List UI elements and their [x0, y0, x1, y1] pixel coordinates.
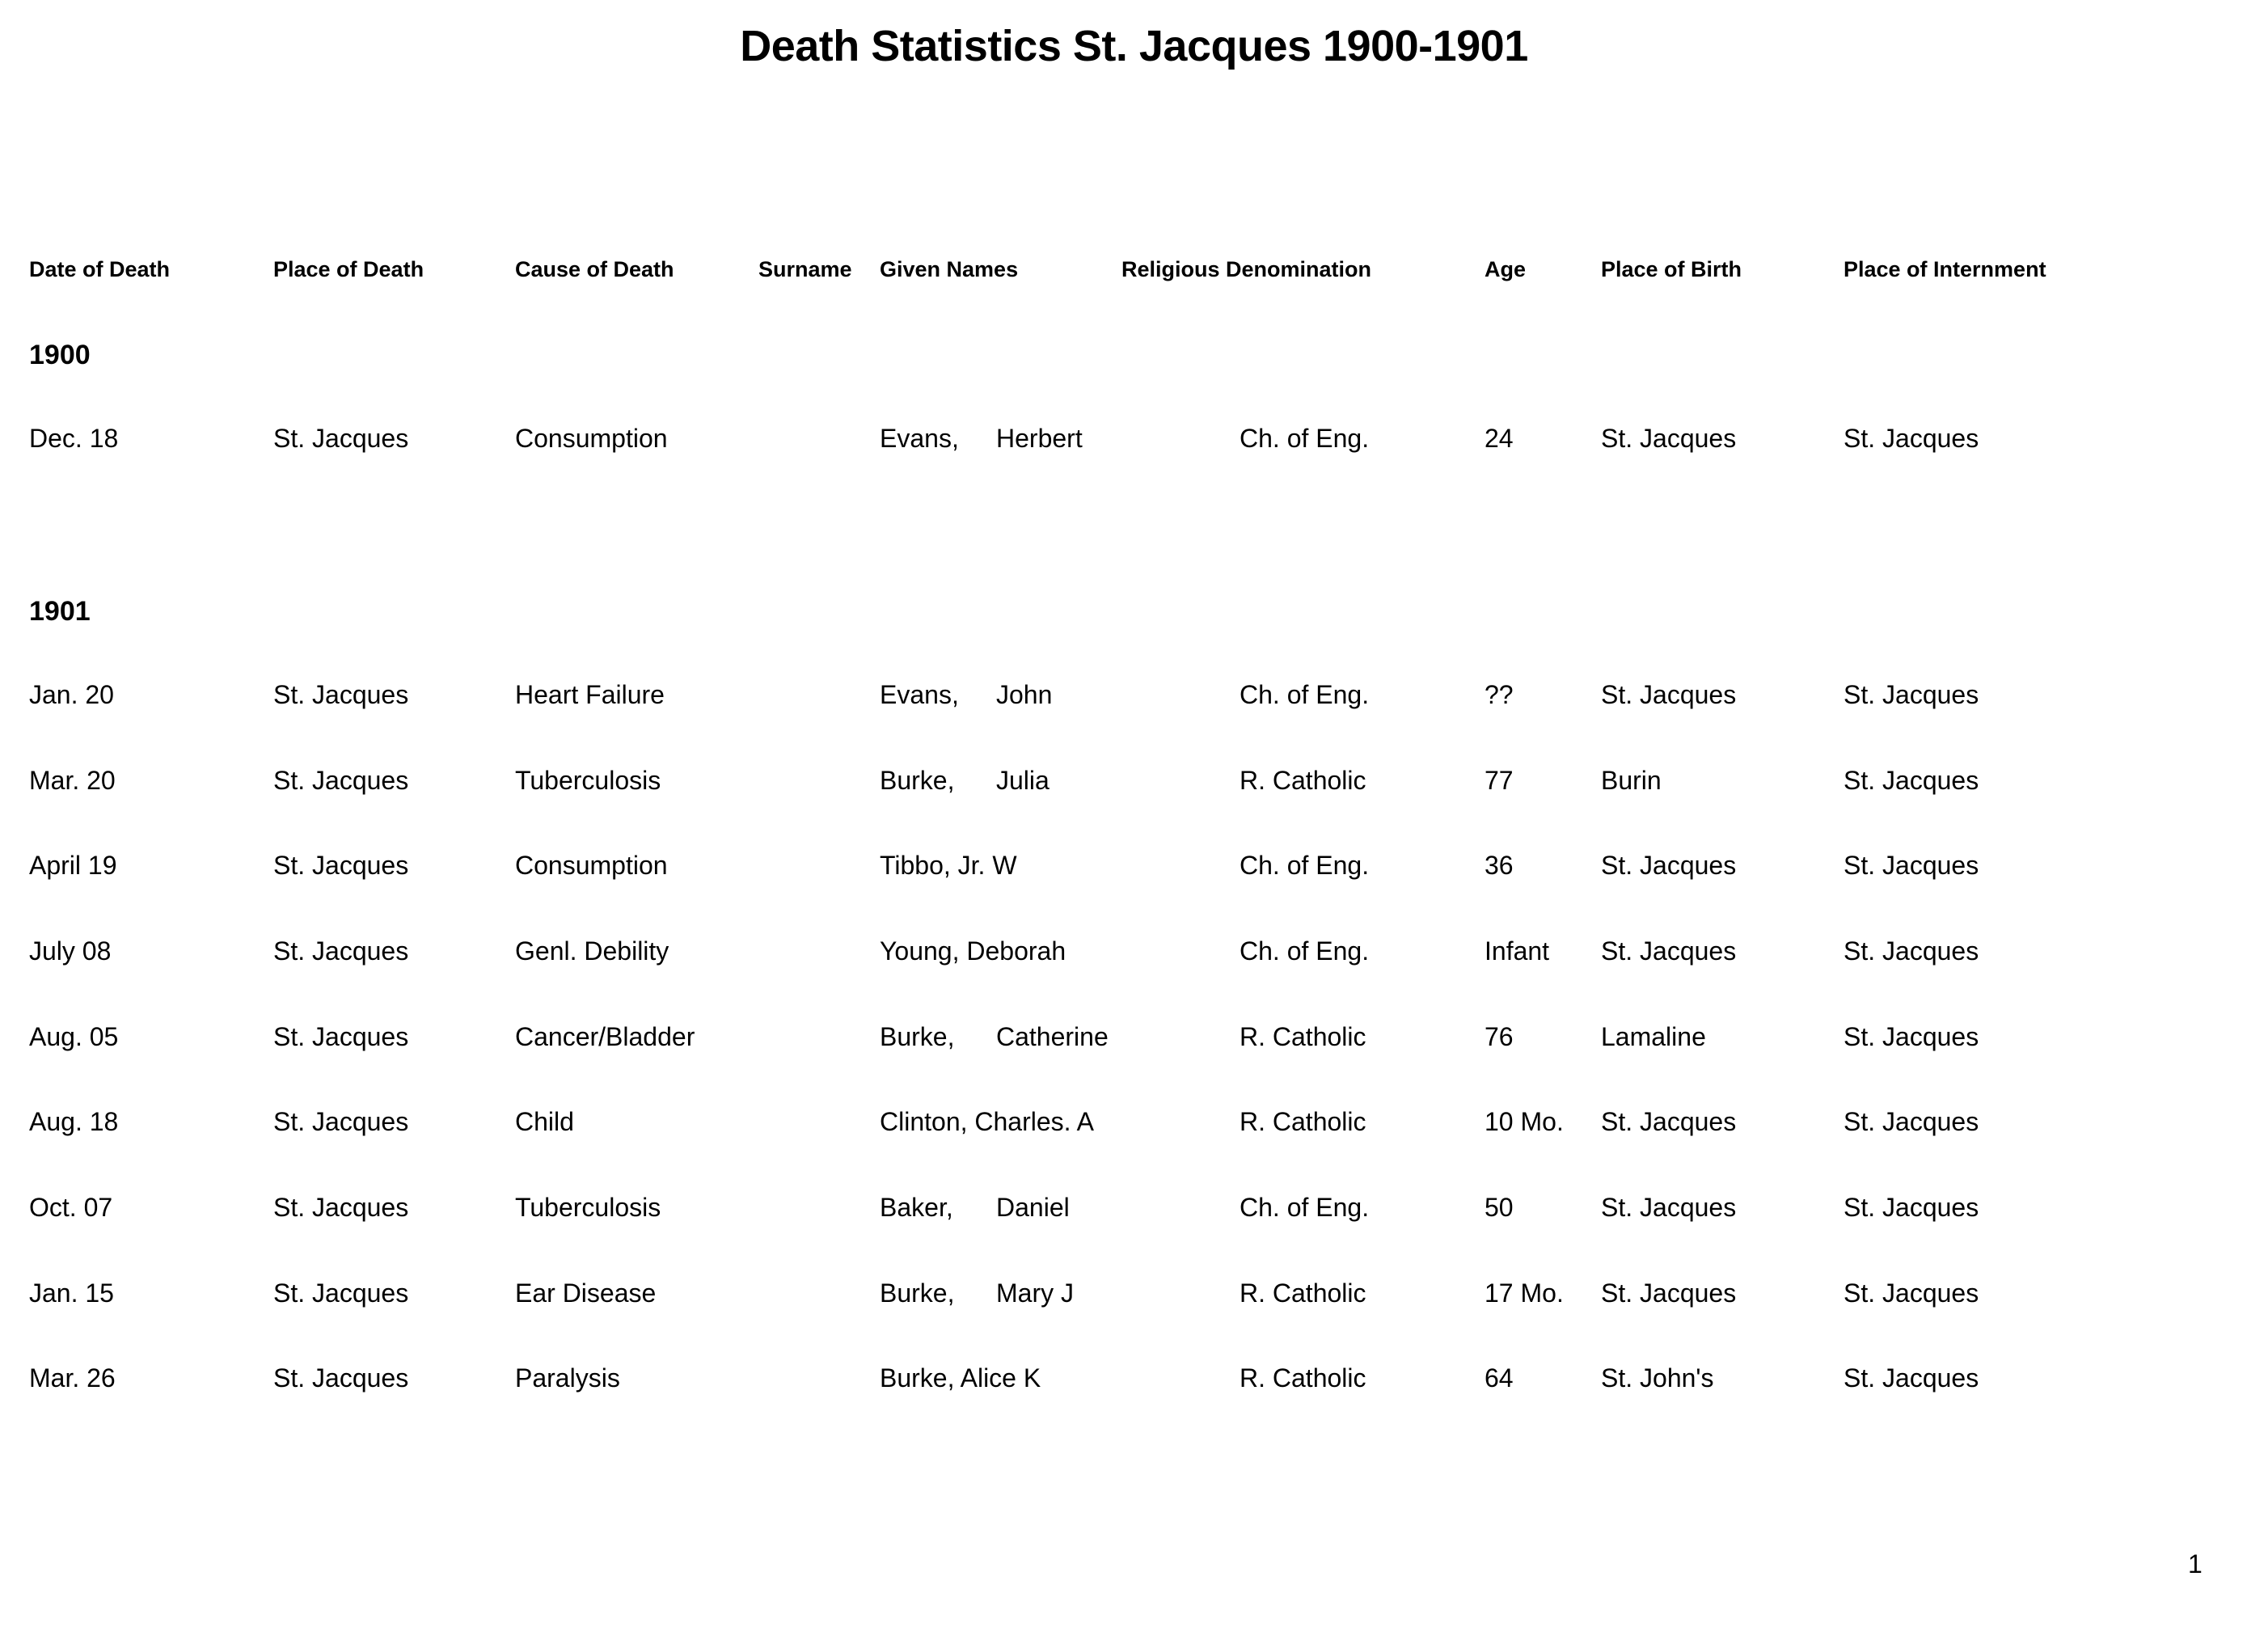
header-cause-of-death: Cause of Death	[515, 257, 674, 281]
cell-surname: Evans,	[880, 424, 959, 453]
cell-given-names: Herbert	[996, 424, 1083, 453]
table-row	[0, 766, 2268, 803]
cell-place-of-birth: St. Jacques	[1601, 680, 1737, 709]
cell-place-of-death: St. Jacques	[273, 766, 409, 795]
cell-date-of-death: Dec. 18	[29, 424, 119, 453]
cell-given-names: Julia	[996, 766, 1050, 795]
table-row	[0, 680, 2268, 717]
cell-surname: Burke,	[880, 766, 955, 795]
cell-place-of-death: St. Jacques	[273, 1022, 409, 1051]
cell-religious-denomination: R. Catholic	[1240, 1022, 1366, 1051]
cell-cause-of-death: Consumption	[515, 851, 668, 880]
cell-cause-of-death: Cancer/Bladder	[515, 1022, 695, 1051]
cell-place-of-birth: St. Jacques	[1601, 1278, 1737, 1308]
cell-age: 36	[1485, 851, 1514, 880]
cell-place-of-birth: Burin	[1601, 766, 1662, 795]
cell-religious-denomination: Ch. of Eng.	[1240, 851, 1370, 880]
cell-given-names: Catherine	[996, 1022, 1109, 1051]
cell-place-of-birth: St. Jacques	[1601, 424, 1737, 453]
cell-cause-of-death: Tuberculosis	[515, 1193, 661, 1222]
header-age: Age	[1485, 257, 1527, 281]
table-row	[0, 851, 2268, 888]
cell-given-names: John	[996, 680, 1053, 709]
cell-surname: Baker,	[880, 1193, 953, 1222]
cell-place-of-internment: St. Jacques	[1844, 1278, 1979, 1308]
cell-age: 50	[1485, 1193, 1514, 1222]
cell-cause-of-death: Paralysis	[515, 1363, 620, 1393]
cell-surname: Tibbo, Jr. W	[880, 851, 1017, 880]
cell-place-of-internment: St. Jacques	[1844, 424, 1979, 453]
cell-place-of-internment: St. Jacques	[1844, 1193, 1979, 1222]
cell-date-of-death: Mar. 26	[29, 1363, 116, 1393]
cell-given-names: Mary J	[996, 1278, 1074, 1308]
cell-place-of-birth: St. Jacques	[1601, 1193, 1737, 1222]
cell-age: 24	[1485, 424, 1514, 453]
header-given-names: Given Names	[880, 257, 1019, 281]
cell-date-of-death: July 08	[29, 936, 112, 966]
cell-surname: Burke,	[880, 1022, 955, 1051]
cell-cause-of-death: Heart Failure	[515, 680, 665, 709]
cell-religious-denomination: Ch. of Eng.	[1240, 680, 1370, 709]
cell-place-of-birth: St. Jacques	[1601, 1107, 1737, 1136]
cell-religious-denomination: Ch. of Eng.	[1240, 1193, 1370, 1222]
header-place-of-internment: Place of Internment	[1844, 257, 2046, 281]
cell-place-of-death: St. Jacques	[273, 1193, 409, 1222]
cell-age: 76	[1485, 1022, 1514, 1051]
cell-place-of-birth: St. Jacques	[1601, 936, 1737, 966]
cell-place-of-death: St. Jacques	[273, 851, 409, 880]
cell-place-of-birth: St. Jacques	[1601, 851, 1737, 880]
cell-place-of-birth: Lamaline	[1601, 1022, 1706, 1051]
cell-surname: Burke,	[880, 1278, 955, 1308]
cell-religious-denomination: R. Catholic	[1240, 1278, 1366, 1308]
cell-religious-denomination: R. Catholic	[1240, 1107, 1366, 1136]
cell-religious-denomination: Ch. of Eng.	[1240, 936, 1370, 966]
table-row	[0, 1022, 2268, 1059]
cell-cause-of-death: Genl. Debility	[515, 936, 669, 966]
cell-place-of-death: St. Jacques	[273, 424, 409, 453]
cell-place-of-death: St. Jacques	[273, 680, 409, 709]
table-row	[0, 1193, 2268, 1230]
table-header-row	[0, 257, 2268, 294]
cell-age: 64	[1485, 1363, 1514, 1393]
cell-surname: Young, Deborah	[880, 936, 1066, 966]
cell-place-of-birth: St. John's	[1601, 1363, 1714, 1393]
cell-given-names: Daniel	[996, 1193, 1070, 1222]
cell-cause-of-death: Consumption	[515, 424, 668, 453]
cell-place-of-internment: St. Jacques	[1844, 851, 1979, 880]
cell-cause-of-death: Tuberculosis	[515, 766, 661, 795]
cell-age: 77	[1485, 766, 1514, 795]
section-year-1900: 1900	[29, 340, 91, 370]
cell-cause-of-death: Ear Disease	[515, 1278, 657, 1308]
document-title: Death Statistics St. Jacques 1900-1901	[740, 22, 1528, 70]
table-row	[0, 1107, 2268, 1144]
cell-religious-denomination: R. Catholic	[1240, 1363, 1366, 1393]
cell-place-of-death: St. Jacques	[273, 1107, 409, 1136]
header-surname: Surname	[758, 257, 852, 281]
cell-place-of-internment: St. Jacques	[1844, 936, 1979, 966]
cell-date-of-death: Aug. 18	[29, 1107, 119, 1136]
table-row	[0, 424, 2268, 461]
cell-date-of-death: Oct. 07	[29, 1193, 113, 1222]
cell-place-of-internment: St. Jacques	[1844, 1107, 1979, 1136]
cell-surname: Clinton, Charles. A	[880, 1107, 1095, 1136]
table-row	[0, 1278, 2268, 1316]
cell-place-of-internment: St. Jacques	[1844, 766, 1979, 795]
cell-age: ??	[1485, 680, 1514, 709]
cell-date-of-death: Jan. 15	[29, 1278, 114, 1308]
cell-date-of-death: Aug. 05	[29, 1022, 119, 1051]
cell-religious-denomination: Ch. of Eng.	[1240, 424, 1370, 453]
cell-place-of-internment: St. Jacques	[1844, 1022, 1979, 1051]
cell-religious-denomination: R. Catholic	[1240, 766, 1366, 795]
header-place-of-birth: Place of Birth	[1601, 257, 1742, 281]
cell-cause-of-death: Child	[515, 1107, 574, 1136]
cell-place-of-internment: St. Jacques	[1844, 1363, 1979, 1393]
cell-surname: Evans,	[880, 680, 959, 709]
header-date-of-death: Date of Death	[29, 257, 171, 281]
cell-date-of-death: April 19	[29, 851, 117, 880]
table-row	[0, 1363, 2268, 1401]
section-year-1901: 1901	[29, 596, 91, 627]
cell-place-of-death: St. Jacques	[273, 1278, 409, 1308]
cell-place-of-death: St. Jacques	[273, 1363, 409, 1393]
cell-date-of-death: Mar. 20	[29, 766, 116, 795]
page-number: 1	[2188, 1549, 2203, 1578]
cell-place-of-internment: St. Jacques	[1844, 680, 1979, 709]
cell-place-of-death: St. Jacques	[273, 936, 409, 966]
header-place-of-death: Place of Death	[273, 257, 424, 281]
cell-surname: Burke, Alice K	[880, 1363, 1041, 1393]
cell-age: 10 Mo.	[1485, 1107, 1564, 1136]
table-row	[0, 936, 2268, 974]
cell-age: 17 Mo.	[1485, 1278, 1564, 1308]
cell-age: Infant	[1485, 936, 1550, 966]
cell-date-of-death: Jan. 20	[29, 680, 114, 709]
header-religious-denomination: Religious Denomination	[1121, 257, 1372, 281]
